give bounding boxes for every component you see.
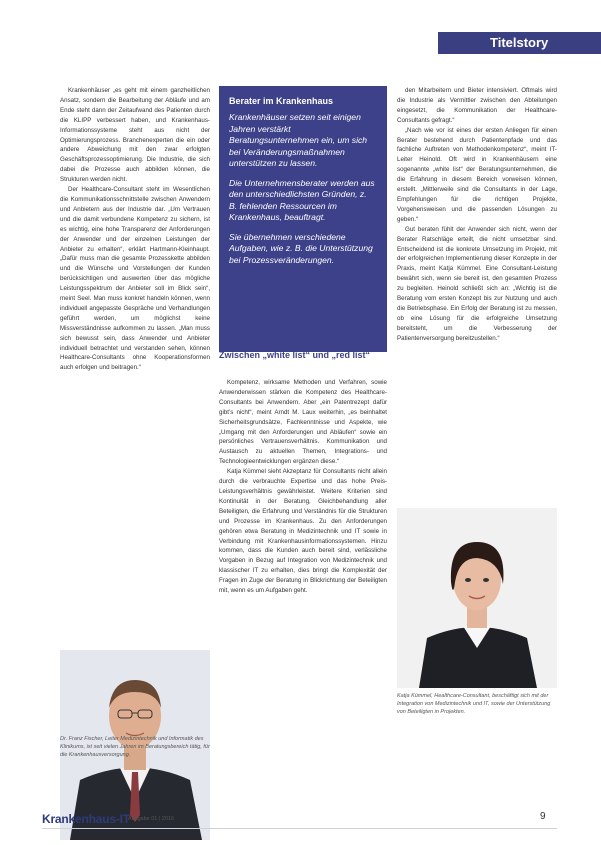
paragraph: Katja Kümmel sieht Akzeptanz für Consultants nicht allein durch die verbrauchte Expertise und das hohe Preis-Leistungsverhältnis gewährleistet. Weitere Kriterien sind Kontinuität in der Beratung, Gleichbehandlung aller Beteiligten, die Erfahrung und Verständnis für die Strukturen und Prozesse im Krankenhaus. Zu den Anforderungen gehören etwa Beratung in Medizintechnik und IT sowie in Verbindung mit Krankenhausinformationssystemen. Hinzu kommen, dass die Kunden auch bereit sind, verlässliche Vorgaben in Bezug auf Integration von Medizintechnik und klassischer IT zu erhalten, dies bringt die Komplexität der Fragen im Zuge der Beratung in Blickrichtung der Beteiligten mit, wenn es um Aufgaben geht.: [219, 468, 387, 595]
text-column-left: [60, 86, 210, 646]
paragraph: Kompetenz, wirksame Methoden und Verfahren, sowie Anwenderwissen stärken die Kompetenz des Healthcare-Consultants bei Anwendern. Aber „ein Patentrezept dafür gibt’s nicht“, meint Arndt M. Laux weiterhin, „es beinhaltet Sicherheitsgrundsätze, Fachkenntnisse und Aspekte, wie „Umgang mit den Anforderungen und Abläufen“ sowie ein persönliches Vertrauensverhältnis. Kommunikation und Austausch zu aktuellen Themen, Integrations- und Technologieentwicklungen ergänzen diese.“: [219, 379, 387, 466]
page-number: 9: [540, 811, 546, 822]
paragraph: Gut beraten fühlt der Anwender sich nicht, wenn der Berater Ratschläge erteilt, die nicht umsetzbar sind. Entscheidend ist die konkrete Umsetzung im Projekt, mit der erfolgreichen Implementierung dieser Konzepte in der Praxis, meint Katja Kümmel. Eine Consultant-Leistung bewährt sich, wenn sie bereit ist, den gesamten Prozess zu begleiten. Heinold schließt sich an: „Wichtig ist die Beratung vom ersten Konzept bis zur Nutzung und auch die Betriebsphase. Ein Erfolg der Beratung ist zu messen, ob eine Lösung für die erfolgreiche Umsetzung bereitsteht, um die Verbesserung der Patientenversorgung bereitzustellen.“: [397, 225, 557, 342]
text-column-middle: [219, 378, 387, 818]
photo-caption-left: Dr. Franz Fischer, Leiter Medizintechnik und Informatik des Klinikums, ist seit vielen Jahren im Beratungsbereich tätig, für die Krankenhausversorgung.: [60, 736, 210, 758]
subheading: Zwischen „white list“ und „red list“: [219, 350, 371, 360]
issue-info: Ausgabe 01 | 2016: [128, 816, 175, 822]
photo-caption-right: Katja Kümmel, Healthcare-Consultant, beschäftigt sich mit der Integration von Medizintechnik und IT, sowie der Unterstützung von Beteiligten in Projekten.: [397, 693, 551, 715]
info-box-title: Berater im Krankenhaus: [229, 96, 334, 106]
info-box-paragraph: Krankenhäuser setzen seit einigen Jahren verstärkt Beratungsunternehmen ein, um sich bei Veränderungsmaßnahmen unterstützen zu lassen.: [229, 112, 368, 168]
info-box: [219, 86, 387, 352]
info-box-paragraph: Sie übernehmen verschiedene Aufgaben, wie z. B. die Unterstützung bei Prozessveränderungen.: [229, 231, 373, 265]
paragraph: Der Healthcare-Consultant steht im Wesentlichen die Kommunikationsschnittstelle zwischen Anwendern und Anbietern aus der Industrie dar. „Um Vertrauen und die damit verbundene Kompetenz zu sichern, ist es wichtig, eine hohe Transparenz der Anforderungen der Anwender und der einzelnen Leistungen der Anbieter zu erhalten“, erklärt Hartmann-Kleinhaupt. „Dafür muss man die gesamte Prozesskette abbilden und die Wünsche und Vorstellungen der Kunden berücksichtigen und auswerten über das mögliche Leistungsspektrum der Anbieter soll im Blick sein“, meint Seel. Man muss konkret handeln können, wenn individuell angepasste Gespräche und Verhandlungen geführt werden, um möglichst keine Missverständnisse aufkommen zu lassen. „Man muss sich bewusst sein, dass Anwender und Anbieter individuell betrachtet und verstanden sehen, können Healthcare-Consultants ohne Kooperationsformen auch erfolgen und beitragen.“: [60, 186, 210, 372]
info-box-paragraph: Die Unternehmensberater werden aus den unterschiedlichsten Gründen, z. B. fehlenden Ressourcen im Krankenhaus, beauftragt.: [229, 177, 375, 222]
portrait-woman-illustration: [397, 508, 557, 688]
paragraph: Krankenhäuser „es geht mit einem ganzheitlichen Ansatz, sondern die Bearbeitung der Abläufe und am Ende steht dann der Zeitaufwand des Patienten durch die KLIPP verbessert haben, und Krankenhaus-Informationssysteme steht aus nicht der Optimierungsprozess. Branchenexperten die ein oder andere Abweichung mit den zwar erfolgten Geschäftsprozessoptimierung. Die Industrie, die sich dabei die Prozesse auch abbilden können, die Strukturen werden nicht.: [60, 87, 210, 184]
paragraph: den Mitarbeitern und Bieter intensiviert. Oftmals wird die Industrie als Vermittler zwischen den Abteilungen eingesetzt, die Kommunikation der Healthcare-Consultants gefragt.“: [397, 87, 557, 124]
portrait-photo-woman: [397, 508, 557, 688]
footer-rule: [42, 828, 557, 829]
magazine-logo: Krankenhaus-IT: [42, 812, 130, 826]
text-column-right: [397, 86, 557, 506]
paragraph: „Nach wie vor ist eines der ersten Anliegen für einen Berater bestehend durch Patientenpfade und das fachliche Auftreten von Methodenkompetenz“, meint IT-Leiter Heinold. Oft wird in Krankenhäusern eine sogenannte „white list“ der Beratungsunternehmen, die die Erfahrung in diesem Bereich vorweisen können, erstellt. „Mittlerweile sind die Consultants in der Lage, Empfehlungen für die richtigen Projekte, Vorgehensweisen und die passenden Lösungen zu geben.“: [397, 126, 557, 223]
section-tag: Titelstory: [438, 32, 601, 54]
